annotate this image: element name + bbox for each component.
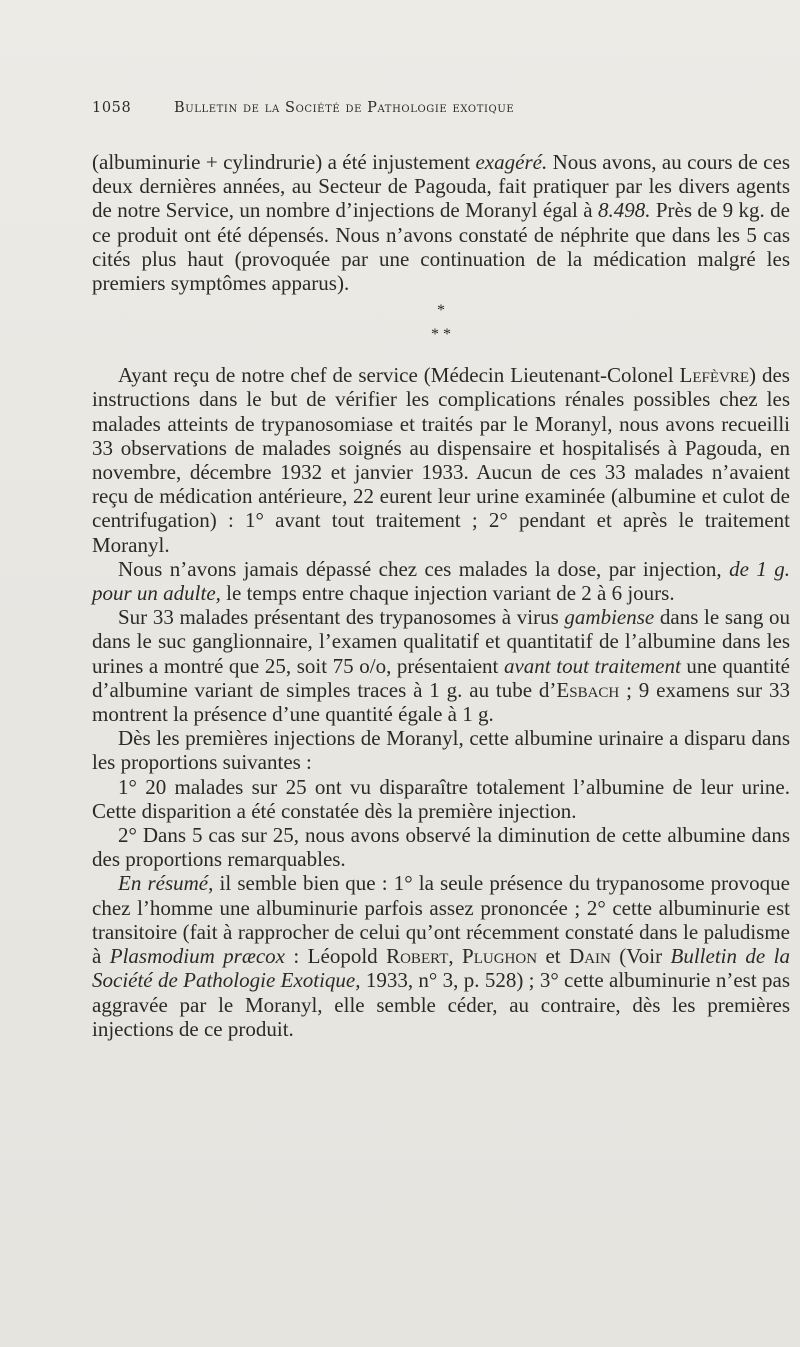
italic-run: 8.498. [597,198,651,223]
text-run: (Voir [610,944,671,969]
text-run: (albuminurie + cylindrurie) a été injustement [92,150,476,174]
paragraph-8 [92,871,790,1040]
separator-top: * [437,302,445,320]
author-name: Lefèvre [679,363,750,388]
text-run: , [448,944,463,969]
author-name: Plughon [462,944,538,969]
text-run: ; 9 examens sur 33 montrent la présence d’une quantité égale à 1 g. [92,677,790,727]
page-number: 1058 [92,100,132,116]
text-run: Près de 9 kg. de ce produit ont été dépensés. Nous n’avons constaté de néphrite que dans les 5 cas cités plus haut (provoquée par une continuation de la médication malgré les premiers symptômes apparus). [92,198,790,296]
italic-run: de 1 g. pour un adulte, [92,556,790,606]
paragraph-2 [92,363,790,557]
text-run: Sur 33 malades présentant des trypanosomes à virus [118,605,565,630]
paragraph-4 [92,605,790,726]
author-name: Esbach [556,677,620,702]
italic-run: En résumé, [118,871,214,896]
italic-run: gambiense [564,605,655,630]
separator-bottom: * * [431,326,451,344]
italic-run: Plasmodium præcox [109,944,285,969]
author-name: Robert [386,944,449,969]
text-run: dans le sang ou dans le suc ganglionnaire, l’examen qualitatif et quantitatif de l’albumine dans les urines a montré que 25, soit 75 o/o, présentaient [92,605,790,678]
text-run: 1933, n° 3, p. 528) ; 3° cette albuminurie n’est pas aggravée par le Moranyl, elle semble céder, au contraire, dès les premières injections de ce produit. [92,968,790,1041]
running-title: Bulletin de la Société de Pathologie exotique [174,100,515,116]
text-run: le temps entre chaque injection variant de 2 à 6 jours. [220,581,675,606]
paragraph-5: Dès les premières injections de Moranyl, cette albumine urinaire a disparu dans les proportions suivantes : [92,726,790,775]
paragraph-3 [92,557,790,605]
text-run: il semble bien que : 1° la seule présence du trypanosome provoque chez l’homme une albuminurie parfois assez prononcée ; 2° cette albuminurie est transitoire (fait à rapprocher de celui qu’ont récemment constaté dans le paludisme à [92,871,790,969]
italic-run: exagéré. [475,150,548,174]
text-run: Nous avons, au cours de ces deux dernières années, au Secteur de Pagouda, fait pratiquer par les divers agents de notre Service, un nombre d’injections de Moranyl égal à [92,150,790,223]
author-name: Dain [569,944,611,969]
text-run: Nous n’avons jamais dépassé chez ces malades la dose, par injection, [118,556,730,581]
italic-run: avant tout traitement [503,653,681,678]
text-run: une quantité d’albumine variant de simples traces à 1 g. au tube d’ [92,653,790,702]
paragraph-1 [92,150,790,295]
paragraph-6: 1° 20 malades sur 25 ont vu disparaître totalement l’albumine de leur urine. Cette disparition a été constatée dès la première injection. [92,774,790,823]
section-separator [92,299,790,347]
paragraph-7: 2° Dans 5 cas sur 25, nous avons observé la diminution de cette albumine dans des proportions remarquables. [92,823,790,872]
italic-run: Bulletin de la Société de Pathologie Exotique, [92,944,790,993]
text-run: : Léopold [285,944,387,969]
text-run: ) des instructions dans le but de vérifier les complications rénales possibles chez les malades atteints de trypanosomiase et traités par le Moranyl, nous avons recueilli 33 observations de malades soignés au dispensaire et hospitalisés à Pagouda, en novembre, décembre 1932 et janvier 1933. Aucun de ces 33 malades n’avaient reçu de médication antérieure, 22 eurent leur urine examinée (albumine et culot de centrifugation) : 1° avant tout traitement ; 2° pendant et après le traitement Moranyl. [92,363,790,557]
text-run: et [537,944,570,969]
text-run: Ayant reçu de notre chef de service (Médecin Lieutenant-Colonel [118,363,680,388]
page-body [92,150,790,1041]
